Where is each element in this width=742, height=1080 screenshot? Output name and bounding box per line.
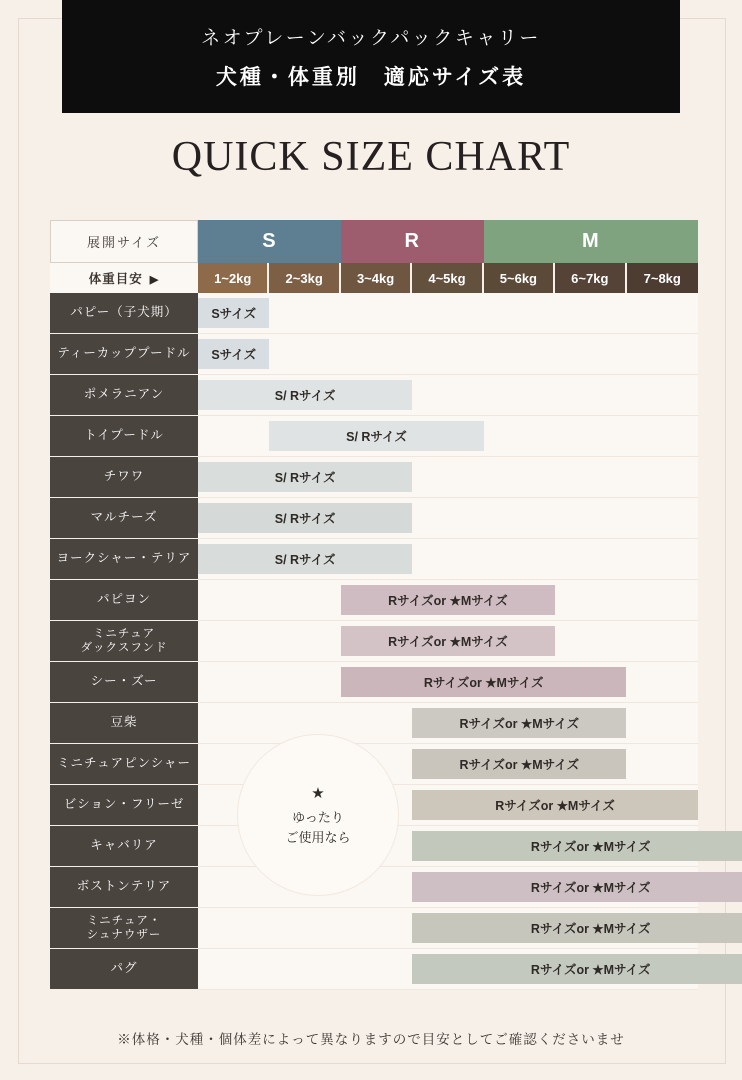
size-header-r: R [341, 220, 484, 263]
breed-label: チワワ [50, 457, 198, 498]
table-row [50, 908, 698, 949]
breed-label: ポメラニアン [50, 375, 198, 416]
size-band: Rサイズor ★Mサイズ [412, 831, 742, 861]
table-row [50, 293, 698, 334]
range-cell [198, 662, 698, 703]
breed-label: パグ [50, 949, 198, 990]
breed-label: 豆柴 [50, 703, 198, 744]
size-band: S/ Rサイズ [198, 544, 412, 574]
breed-label: シー・ズー [50, 662, 198, 703]
table-row [50, 580, 698, 621]
size-band: Rサイズor ★Mサイズ [341, 667, 627, 697]
table-row [50, 375, 698, 416]
size-band: Rサイズor ★Mサイズ [412, 954, 742, 984]
range-cell [198, 498, 698, 539]
note-circle-line2: ご使用なら [285, 830, 351, 846]
page-title: QUICK SIZE CHART [171, 134, 571, 180]
breed-label: マルチーズ [50, 498, 198, 539]
size-header-s: S [198, 220, 341, 263]
triangle-icon: ▶ [149, 274, 160, 286]
weight-header-cell: 2~3kg [269, 263, 340, 293]
table-row [50, 949, 698, 990]
range-cell [198, 293, 698, 334]
breed-label: ヨークシャー・テリア [50, 539, 198, 580]
breed-label: ミニチュアピンシャー [50, 744, 198, 785]
size-band: S/ Rサイズ [269, 421, 483, 451]
footnote: ※体格・犬種・個体差によって異なりますので目安としてご確認くださいませ [117, 1032, 625, 1047]
size-row-label: 展開サイズ [50, 220, 198, 263]
size-header-m: M [484, 220, 698, 263]
breed-label: ビション・フリーゼ [50, 785, 198, 826]
breed-label: キャバリア [50, 826, 198, 867]
range-cell [198, 539, 698, 580]
breed-label: トイプードル [50, 416, 198, 457]
table-row [50, 334, 698, 375]
note-circle [238, 735, 398, 895]
header-band [62, 0, 680, 113]
table-row [50, 457, 698, 498]
table-row [50, 416, 698, 457]
size-band: S/ Rサイズ [198, 503, 412, 533]
range-cell [198, 908, 698, 949]
size-band: Rサイズor ★Mサイズ [412, 749, 626, 779]
range-cell [198, 334, 698, 375]
weight-header-cell: 6~7kg [555, 263, 626, 293]
size-band: Sサイズ [198, 339, 269, 369]
chart-table [50, 220, 698, 990]
size-band: Sサイズ [198, 298, 269, 328]
weight-header-cell: 5~6kg [484, 263, 555, 293]
table-row [50, 539, 698, 580]
weight-header-cell: 4~5kg [412, 263, 483, 293]
table-row [50, 621, 698, 662]
range-cell [198, 621, 698, 662]
breed-label: パピヨン [50, 580, 198, 621]
breed-label: ミニチュア・ シュナウザー [50, 908, 198, 949]
chart-table-body [50, 220, 698, 990]
weight-header-cell: 3~4kg [341, 263, 412, 293]
table-row [50, 498, 698, 539]
range-cell [198, 703, 698, 744]
weight-header-row [50, 263, 698, 293]
size-table [50, 220, 698, 990]
size-header-row [50, 220, 698, 263]
table-row [50, 703, 698, 744]
range-cell [198, 580, 698, 621]
header-title: 犬種・体重別 適応サイズ表 [215, 65, 527, 89]
header-subtitle: ネオプレーンバックパックキャリー [201, 27, 541, 49]
breed-label: ボストンテリア [50, 867, 198, 908]
range-cell [198, 457, 698, 498]
size-band: Rサイズor ★Mサイズ [412, 872, 742, 902]
size-band: Rサイズor ★Mサイズ [341, 585, 555, 615]
table-row [50, 867, 698, 908]
weight-row-label: 体重目安 ▶ [50, 263, 198, 293]
size-band: Rサイズor ★Mサイズ [341, 626, 555, 656]
size-band: Rサイズor ★Mサイズ [412, 913, 742, 943]
range-cell [198, 416, 698, 457]
size-band: Rサイズor ★Mサイズ [412, 708, 626, 738]
size-band: S/ Rサイズ [198, 380, 412, 410]
star-icon: ★ [311, 784, 325, 802]
table-row [50, 662, 698, 703]
range-cell [198, 375, 698, 416]
note-circle-line1: ゆったり [292, 809, 344, 825]
weight-header-cell: 7~8kg [627, 263, 699, 293]
size-band: S/ Rサイズ [198, 462, 412, 492]
breed-label: ミニチュア ダックスフンド [50, 621, 198, 662]
range-cell [198, 949, 698, 990]
weight-header-cell: 1~2kg [198, 263, 269, 293]
breed-label: パピー（子犬期） [50, 293, 198, 334]
size-band: Rサイズor ★Mサイズ [412, 790, 698, 820]
breed-label: ティーカッププードル [50, 334, 198, 375]
